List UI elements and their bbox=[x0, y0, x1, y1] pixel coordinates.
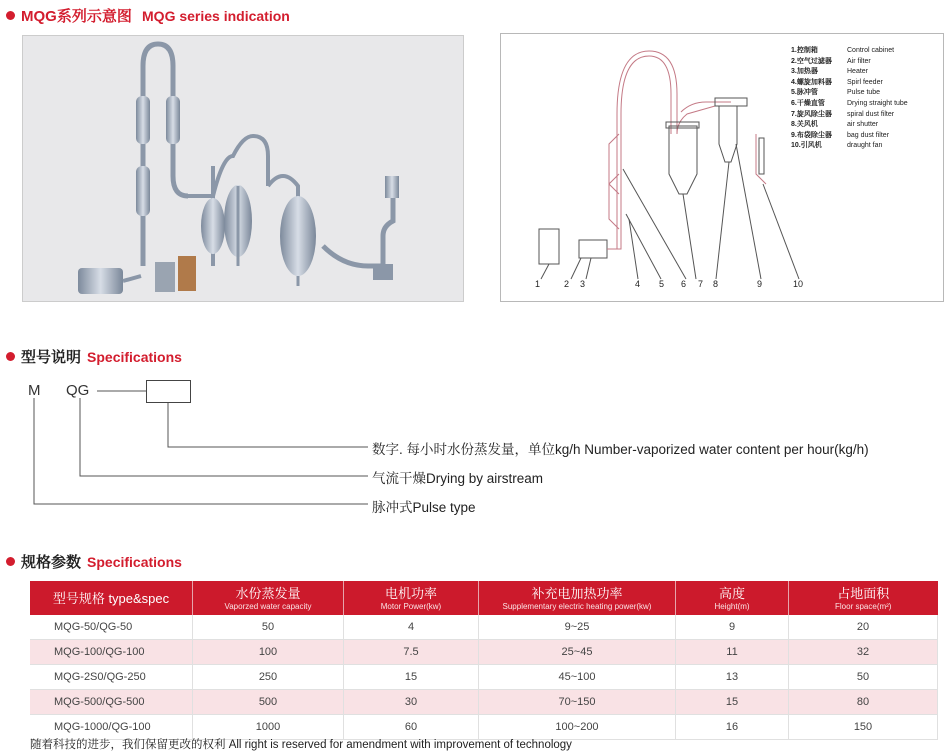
legend-row bbox=[791, 131, 908, 142]
cell-motor: 4 bbox=[344, 615, 479, 640]
col-header-cn: 补充电加热功率 bbox=[531, 585, 623, 601]
model-number-box bbox=[146, 380, 191, 403]
callout-3: 3 bbox=[580, 279, 586, 289]
legend-en: Air filter bbox=[847, 57, 871, 65]
footer-note: 随着科技的进步，我们保留更改的权利 All right is reserved for amendment with improvement of technology bbox=[30, 739, 572, 751]
cell-type: MQG-1000/QG-100 bbox=[30, 715, 193, 740]
cell-floor: 80 bbox=[789, 690, 938, 715]
col-header-water bbox=[193, 581, 344, 615]
model-prefix-qg: QG bbox=[66, 382, 90, 399]
model-desc-pulse: 脉冲式Pulse type bbox=[372, 500, 476, 515]
cell-water: 250 bbox=[193, 665, 344, 690]
legend-cn: 10.引风机 bbox=[791, 142, 822, 150]
cell-heating: 45~100 bbox=[479, 665, 676, 690]
legend-row bbox=[791, 46, 908, 57]
callout-5: 5 bbox=[659, 279, 665, 289]
legend-cn: 2.空气过滤器 bbox=[791, 57, 832, 65]
callout-10: 10 bbox=[793, 279, 804, 289]
legend-en: bag dust filter bbox=[847, 131, 890, 139]
legend-row bbox=[791, 67, 908, 78]
table-row bbox=[30, 665, 938, 690]
diagram-legend bbox=[791, 46, 908, 152]
cell-heating: 100~200 bbox=[479, 715, 676, 740]
cell-height: 11 bbox=[676, 640, 789, 665]
col-header-en: Motor Power(kw) bbox=[380, 601, 442, 611]
equipment-photo bbox=[22, 35, 464, 302]
model-prefix-m: M bbox=[28, 382, 41, 399]
cell-heating: 25~45 bbox=[479, 640, 676, 665]
callout-1: 1 bbox=[535, 279, 541, 289]
section-title-cn: 规格参数 bbox=[21, 554, 82, 571]
cell-height: 13 bbox=[676, 665, 789, 690]
legend-en: Pulse tube bbox=[847, 89, 881, 97]
callout-4: 4 bbox=[635, 279, 641, 289]
schematic-diagram bbox=[500, 33, 944, 302]
cell-water: 100 bbox=[193, 640, 344, 665]
col-header-cn: 占地面积 bbox=[837, 585, 890, 601]
legend-cn: 7.旋风除尘器 bbox=[791, 110, 832, 118]
cell-type: MQG-2S0/QG-250 bbox=[30, 665, 193, 690]
table-row bbox=[30, 615, 938, 640]
col-header-height bbox=[676, 581, 789, 615]
legend-en: Spirl feeder bbox=[847, 78, 883, 86]
col-header-motor bbox=[344, 581, 479, 615]
legend-en: Control cabinet bbox=[847, 47, 895, 54]
section-title-en: Specifications bbox=[87, 554, 182, 570]
cell-heating: 70~150 bbox=[479, 690, 676, 715]
bullet-icon bbox=[6, 557, 15, 566]
legend-en: draught fan bbox=[847, 142, 883, 150]
legend-cn: 8.关风机 bbox=[791, 121, 818, 129]
model-designation bbox=[0, 370, 950, 520]
col-header-cn: 电机功率 bbox=[384, 585, 437, 601]
col-header-cn: 型号规格 type&spec bbox=[52, 590, 170, 606]
section-title-en-main: MQG系列示意图 bbox=[21, 8, 132, 25]
section-title-cn: 型号说明 bbox=[21, 349, 82, 366]
legend-cn: 1.控制箱 bbox=[791, 47, 818, 54]
cell-water: 50 bbox=[193, 615, 344, 640]
cell-height: 9 bbox=[676, 615, 789, 640]
legend-cn: 3.加热器 bbox=[791, 68, 818, 76]
col-header-en: Floor space(m²) bbox=[835, 601, 892, 611]
section-title-en: Specifications bbox=[87, 349, 182, 365]
callout-7: 7 bbox=[698, 279, 704, 289]
cell-motor: 30 bbox=[344, 690, 479, 715]
col-header-type bbox=[30, 581, 193, 615]
table-row bbox=[30, 690, 938, 715]
table-row bbox=[30, 640, 938, 665]
legend-row bbox=[791, 110, 908, 121]
cell-height: 16 bbox=[676, 715, 789, 740]
col-header-cn: 高度 bbox=[718, 585, 745, 601]
callout-9: 9 bbox=[757, 279, 763, 289]
col-header-en: Supplementary electric heating power(kw) bbox=[502, 601, 652, 611]
legend-row bbox=[791, 99, 908, 110]
legend-row bbox=[791, 88, 908, 99]
cell-floor: 150 bbox=[789, 715, 938, 740]
legend-cn: 6.干燥直管 bbox=[791, 99, 825, 107]
legend-cn: 9.布袋除尘器 bbox=[791, 131, 832, 139]
cell-floor: 32 bbox=[789, 640, 938, 665]
legend-row bbox=[791, 57, 908, 68]
legend-cn: 4.螺旋加料器 bbox=[791, 78, 832, 86]
col-header-cn: 水份蒸发量 bbox=[235, 585, 301, 601]
cell-type: MQG-100/QG-100 bbox=[30, 640, 193, 665]
spec-table bbox=[30, 581, 938, 740]
col-header-en: Vaporzed water capacity bbox=[224, 601, 312, 611]
callout-2: 2 bbox=[564, 279, 570, 289]
legend-en: air shutter bbox=[847, 121, 879, 129]
cell-motor: 60 bbox=[344, 715, 479, 740]
section-title-model bbox=[6, 346, 182, 367]
col-header-en: Height(m) bbox=[714, 601, 750, 611]
model-desc-airstream: 气流干燥Drying by airstream bbox=[372, 471, 544, 486]
cell-water: 1000 bbox=[193, 715, 344, 740]
section-title-specs bbox=[6, 551, 182, 572]
cell-motor: 15 bbox=[344, 665, 479, 690]
cell-motor: 7.5 bbox=[344, 640, 479, 665]
section-title-en-sub: MQG series indication bbox=[142, 8, 290, 24]
legend-row bbox=[791, 120, 908, 131]
cell-floor: 50 bbox=[789, 665, 938, 690]
legend-row bbox=[791, 78, 908, 89]
cell-water: 500 bbox=[193, 690, 344, 715]
section-title-indication bbox=[6, 5, 290, 26]
model-desc-number: 数字. 每小时水份蒸发量，单位kg/h Number-vaporized water content per hour(kg/h) bbox=[372, 442, 869, 457]
cell-heating: 9~25 bbox=[479, 615, 676, 640]
bullet-icon bbox=[6, 352, 15, 361]
legend-en: spiral dust filter bbox=[847, 110, 895, 118]
equipment-photo-illustration bbox=[23, 36, 463, 301]
bullet-icon bbox=[6, 11, 15, 20]
table-header-row bbox=[30, 581, 938, 615]
legend-en: Drying straight tube bbox=[847, 99, 908, 107]
col-header-floor bbox=[789, 581, 938, 615]
cell-floor: 20 bbox=[789, 615, 938, 640]
col-header-heating bbox=[479, 581, 676, 615]
cell-type: MQG-500/QG-500 bbox=[30, 690, 193, 715]
legend-en: Heater bbox=[847, 68, 869, 76]
callout-8: 8 bbox=[713, 279, 719, 289]
legend-cn: 5.脉冲管 bbox=[791, 89, 818, 97]
legend-row bbox=[791, 141, 908, 152]
callout-6: 6 bbox=[681, 279, 687, 289]
cell-height: 15 bbox=[676, 690, 789, 715]
cell-type: MQG-50/QG-50 bbox=[30, 615, 193, 640]
